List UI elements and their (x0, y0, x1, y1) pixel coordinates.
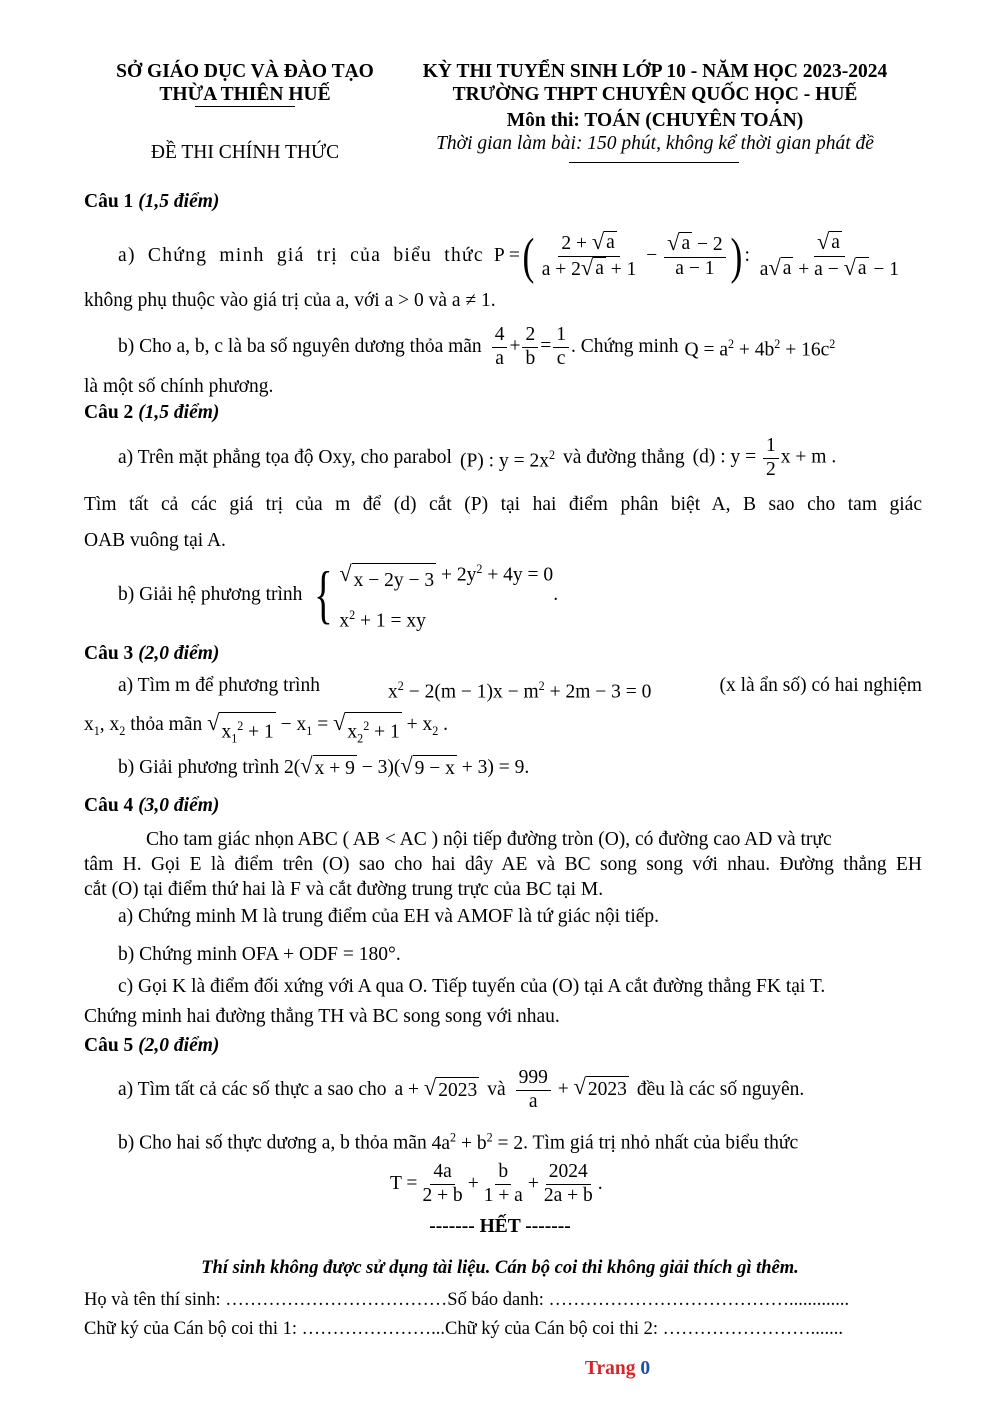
q1b-end: là một số chính phương. (84, 376, 274, 397)
time-line: Thời gian làm bài: 150 phút, không kể thời gian phát đề (436, 133, 874, 154)
header-left (100, 60, 390, 106)
question-1-heading: Câu 1 (1,5 điểm) (84, 191, 220, 212)
q5a-line: a) Tìm tất cả các số thực a sao cho a + √ 2023 và $\frac{999}{a}$ + √ 2023 đều là các số nguyên. (118, 1067, 805, 1112)
exam-title: KỲ THI TUYỂN SINH LỚP 10 - NĂM HỌC 2023-2024 (422, 61, 888, 82)
q2a-line: a) Trên mặt phẳng tọa độ Oxy, cho parabol (P) : $y = 2x^2$ và đường thẳng (d) : y = $\frac{1}{2}$ x + m . (118, 435, 837, 480)
header-right-rule (569, 162, 739, 163)
page-label: Trang (584, 1358, 636, 1379)
q1a-line (118, 228, 922, 284)
subject-line: Môn thi: TOÁN (CHUYÊN TOÁN) (506, 110, 804, 131)
question-5-heading: Câu 5 (2,0 điểm) (84, 1035, 220, 1056)
q3b-line: b) Giải phương trình 2( √ x + 9 − 3)( √ 9 − x + 3) = 9. (118, 755, 922, 782)
question-4-heading: Câu 4 (3,0 điểm) (84, 795, 220, 816)
q4c-line2: Chứng minh hai đường thẳng TH và BC song song với nhau. (84, 1006, 560, 1027)
proctor-signature-line: Chữ ký của Cán bộ coi thi 1: …………………...Chữ ký của Cán bộ coi thi 2: ……………………....... (84, 1319, 843, 1339)
question-3-heading: Câu 3 (2,0 điểm) (84, 643, 220, 664)
footer-note: Thí sinh không được sử dụng tài liệu. Cán bộ coi thi không giải thích gì thêm. (201, 1258, 799, 1278)
province-name: THỪA THIÊN HUẾ (159, 84, 331, 105)
school-name: TRƯỜNG THPT CHUYÊN QUỐC HỌC - HUẾ (452, 84, 858, 105)
q2b-line: b) Giải hệ phương trình { √ x − 2y − 3 + $2y^2 + 4y = 0$ $x^2 + 1$ = xy . (118, 558, 559, 631)
candidate-info-line: Họ và tên thí sinh: ………………………………Số báo danh: …………………………………............. (84, 1290, 850, 1310)
q3a-line2: $x_1$, $x_2$ thỏa mãn √ $x_1^2 + 1$ − $x_1$ = √ $x_2^2 + 1$ + $x_2$ . (84, 712, 922, 751)
q2a-line2: Tìm tất cả các giá trị của m để (d) cắt (P) tại hai điểm phân biệt A, B sao cho tam giác (84, 494, 922, 515)
q4a-line: a) Chứng minh M là trung điểm của EH và AMOF là tứ giác nội tiếp. (118, 906, 660, 927)
q4c-line1: c) Gọi K là điểm đối xứng với A qua O. Tiếp tuyến của (O) tại A cắt đường thẳng FK tại T. (118, 976, 826, 997)
q4-paragraph-1: Cho tam giác nhọn ABC ( AB < AC ) nội tiếp đường tròn (O), có đường cao AD và trực (146, 829, 832, 850)
q1a-continuation: không phụ thuộc vào giá trị của a, với a > 0 và a ≠ 1. (84, 290, 496, 311)
official-label: ĐỀ THI CHÍNH THỨC (150, 142, 340, 163)
q4-paragraph-3: cắt (O) tại điểm thứ hai là F và cắt đường trung trực của BC tại M. (84, 879, 604, 900)
header-left-rule (195, 106, 295, 107)
q5b-expression: T = $\frac{4a}{2 + b}$ + $\frac{b}{1 + a}$ + $\frac{2024}{2a + b}$ . (390, 1161, 603, 1206)
header-right (400, 60, 910, 155)
q3a-line: a) Tìm m để phương trình $x^2 - 2(m - 1)x - m^2 + 2m - 3 = 0$ (x là ẩn số) có hai nghiệm (118, 675, 922, 703)
question-2-heading: Câu 2 (1,5 điểm) (84, 402, 220, 423)
q1a-text: a) Chứng minh giá trị của biểu thức (118, 245, 484, 266)
q1b-line: b) Cho a, b, c là ba số nguyên dương thỏa mãn $\frac{4}{a}$ + $\frac{2}{b}$ = $\frac{1}{c}$ . Chứng minh $Q = a^2 + 4b^2 + 16c^2$ (118, 324, 836, 369)
q2a-line3: OAB vuông tại A. (84, 530, 226, 551)
q1a-expression: P =( 2 + √ a a + 2 √ a + 1 − √ a − 2 a − 1 ) : √ a a √ a + a − √ a − 1 (493, 227, 900, 284)
page-num: 0 (640, 1358, 651, 1379)
end-mark: ------- HẾT ------- (429, 1216, 571, 1237)
page-number (0, 1358, 1000, 1380)
department-name: SỞ GIÁO DỤC VÀ ĐÀO TẠO (116, 61, 374, 82)
q4-paragraph-2: tâm H. Gọi E là điểm trên (O) sao cho hai dây AE và BC song song với nhau. Đường thẳng EH (84, 854, 922, 875)
q5b-line: b) Cho hai số thực dương a, b thỏa mãn $4a^2 + b^2 = 2$. Tìm giá trị nhỏ nhất của biểu thức (118, 1130, 799, 1154)
q4b-line: b) Chứng minh OFA + ODF = 180°. (118, 944, 401, 965)
